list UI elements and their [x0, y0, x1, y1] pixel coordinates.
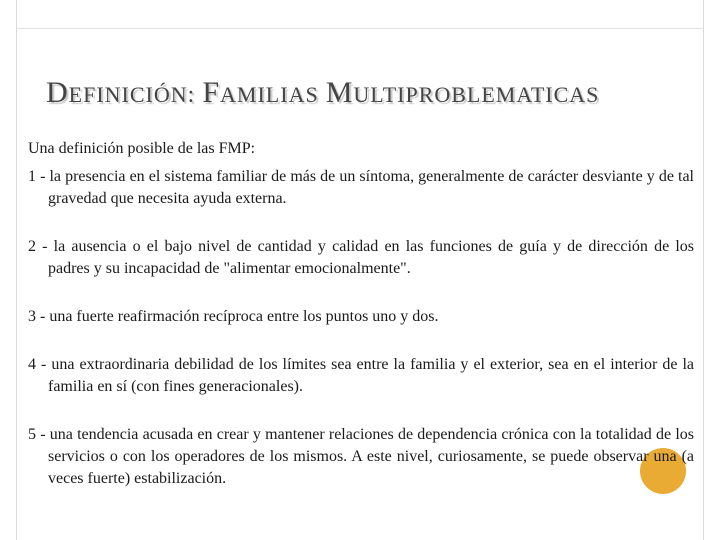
list-item: 5 - una tendencia acusada en crear y mantener relaciones de dependencia crónica con la totalidad de los servicios o con los operadores de los mismos. A este nivel, curiosamente, se puede observar una (a veces fuerte) estabilización. [28, 426, 694, 487]
list-item: 1 - la presencia en el sistema familiar de más de un síntoma, generalmente de carácter desviante y de tal gravedad que necesita ayuda externa. [28, 168, 694, 207]
title-part: AMILIAS [220, 82, 319, 107]
title-part: ULTIPROBLEMATICAS [353, 82, 600, 107]
title-part: EFINICIÓN [68, 82, 188, 107]
title-part [319, 82, 326, 108]
intro-text: Una definición posible de las FMP: [28, 140, 256, 157]
title-part: : [187, 82, 203, 108]
slide-body [28, 138, 694, 490]
list-item: 4 - una extraordinaria debilidad de los límites sea entre la familia y el exterior, sea en el interior de la familia en sí (con fines generacionales). [28, 356, 694, 395]
list-item: 3 - una fuerte reafirmación recíproca entre los puntos uno y dos. [28, 308, 439, 325]
top-border-line [16, 28, 704, 29]
list-item: 2 - la ausencia o el bajo nivel de cantidad y calidad en las funciones de guía y de dirección de los padres y su incapacidad de "alimentar emocionalmente". [28, 238, 694, 277]
right-border-line [703, 0, 704, 540]
left-border-line [16, 0, 17, 540]
slide-title [46, 76, 599, 110]
title-part: D [46, 76, 69, 109]
title-part: F [202, 76, 221, 109]
title-part: M [325, 76, 354, 109]
